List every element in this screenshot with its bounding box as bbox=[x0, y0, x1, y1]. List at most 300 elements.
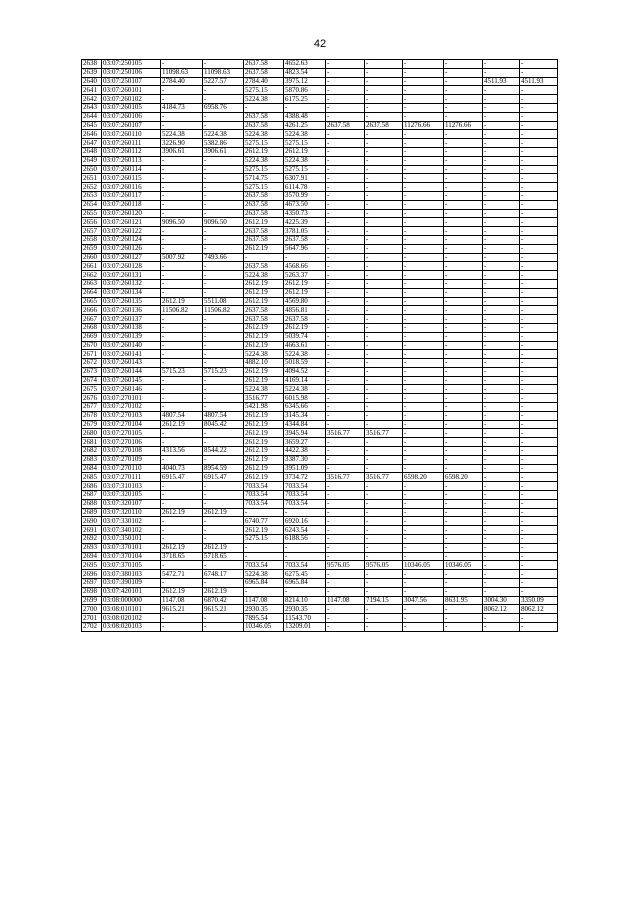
table-cell: - bbox=[444, 103, 483, 112]
table-cell: 2678 bbox=[82, 411, 102, 420]
table-cell: - bbox=[365, 394, 403, 403]
table-cell: 2649 bbox=[82, 156, 102, 165]
table-cell: 2676 bbox=[82, 394, 102, 403]
table-row bbox=[82, 394, 558, 403]
table-cell: 03:07:350101 bbox=[102, 535, 161, 544]
table-cell: - bbox=[161, 517, 203, 526]
table-cell: - bbox=[203, 429, 244, 438]
table-cell: 2784.40 bbox=[161, 77, 203, 86]
table-cell: - bbox=[203, 244, 244, 253]
table-cell: - bbox=[444, 535, 483, 544]
table-cell: - bbox=[326, 482, 365, 491]
table-cell: 7033.54 bbox=[284, 482, 326, 491]
table-cell: - bbox=[520, 526, 558, 535]
table-cell: - bbox=[520, 165, 558, 174]
table-cell: 03:07:260140 bbox=[102, 341, 161, 350]
table-cell: - bbox=[326, 315, 365, 324]
table-cell: - bbox=[326, 411, 365, 420]
data-table bbox=[81, 59, 558, 632]
table-cell: 4511.93 bbox=[483, 77, 520, 86]
table-cell: 4169.14 bbox=[284, 376, 326, 385]
table-cell: 1147.08 bbox=[326, 596, 365, 605]
table-cell: - bbox=[161, 95, 203, 104]
table-cell: - bbox=[365, 579, 403, 588]
table-cell: 03:07:250107 bbox=[102, 77, 161, 86]
table-cell: - bbox=[403, 482, 444, 491]
table-cell: - bbox=[365, 420, 403, 429]
table-cell: 5224.38 bbox=[244, 570, 284, 579]
table-cell: 03:07:260116 bbox=[102, 183, 161, 192]
table-cell: - bbox=[403, 262, 444, 271]
table-cell: - bbox=[483, 464, 520, 473]
table-cell: - bbox=[203, 359, 244, 368]
table-cell: - bbox=[444, 68, 483, 77]
table-cell: - bbox=[444, 420, 483, 429]
table-cell: 2612.19 bbox=[244, 473, 284, 482]
table-cell: 5224.38 bbox=[244, 271, 284, 280]
table-cell: - bbox=[520, 411, 558, 420]
table-cell: 5714.75 bbox=[244, 174, 284, 183]
table-cell: - bbox=[403, 429, 444, 438]
table-cell: 5224.38 bbox=[284, 130, 326, 139]
table-cell: 3975.12 bbox=[284, 77, 326, 86]
table-cell: - bbox=[403, 244, 444, 253]
table-cell: - bbox=[161, 385, 203, 394]
table-cell: - bbox=[483, 86, 520, 95]
table-cell: - bbox=[161, 429, 203, 438]
table-row bbox=[82, 596, 558, 605]
table-cell: 6965.84 bbox=[244, 579, 284, 588]
table-cell: 5275.15 bbox=[244, 165, 284, 174]
table-cell: 7033.54 bbox=[244, 499, 284, 508]
table-cell: - bbox=[326, 253, 365, 262]
table-cell: - bbox=[483, 139, 520, 148]
table-cell: 3350.09 bbox=[520, 596, 558, 605]
table-cell: - bbox=[161, 209, 203, 218]
table-cell: 2687 bbox=[82, 491, 102, 500]
table-cell: 03:07:260110 bbox=[102, 130, 161, 139]
table-cell: - bbox=[161, 359, 203, 368]
table-cell: 9615.21 bbox=[161, 605, 203, 614]
table-cell: - bbox=[284, 253, 326, 262]
table-cell: 2612.19 bbox=[244, 367, 284, 376]
table-cell: - bbox=[326, 218, 365, 227]
table-cell: - bbox=[326, 420, 365, 429]
table-cell: - bbox=[203, 341, 244, 350]
table-cell: 2642 bbox=[82, 95, 102, 104]
table-cell: - bbox=[444, 517, 483, 526]
table-cell: - bbox=[444, 86, 483, 95]
table-cell: - bbox=[483, 262, 520, 271]
table-body bbox=[82, 60, 558, 632]
table-cell: 2612.19 bbox=[284, 288, 326, 297]
table-cell: 2612.19 bbox=[244, 429, 284, 438]
table-cell: - bbox=[326, 614, 365, 623]
table-cell: - bbox=[483, 332, 520, 341]
table-cell: - bbox=[403, 403, 444, 412]
table-cell: - bbox=[403, 288, 444, 297]
table-cell: 3781.05 bbox=[284, 227, 326, 236]
table-cell: 03:07:270111 bbox=[102, 473, 161, 482]
table-cell: - bbox=[365, 526, 403, 535]
table-cell: 03:07:270101 bbox=[102, 394, 161, 403]
table-cell: 03:07:260121 bbox=[102, 218, 161, 227]
table-cell: - bbox=[326, 623, 365, 632]
table-cell: 6920.16 bbox=[284, 517, 326, 526]
table-row bbox=[82, 464, 558, 473]
table-cell: - bbox=[444, 508, 483, 517]
table-cell: - bbox=[520, 438, 558, 447]
table-row bbox=[82, 156, 558, 165]
table-cell: 3659.27 bbox=[284, 438, 326, 447]
table-row bbox=[82, 491, 558, 500]
table-cell: - bbox=[161, 403, 203, 412]
table-cell: 5718.65 bbox=[203, 552, 244, 561]
table-cell: - bbox=[483, 473, 520, 482]
table-cell: - bbox=[403, 535, 444, 544]
table-cell: 7895.54 bbox=[244, 614, 284, 623]
table-cell: - bbox=[403, 420, 444, 429]
table-cell: - bbox=[403, 209, 444, 218]
table-row bbox=[82, 68, 558, 77]
table-cell: - bbox=[403, 367, 444, 376]
table-cell: 03:07:260114 bbox=[102, 165, 161, 174]
table-cell: 03:07:370101 bbox=[102, 543, 161, 552]
table-cell: 03:07:260135 bbox=[102, 297, 161, 306]
table-cell: - bbox=[520, 341, 558, 350]
table-cell: 2656 bbox=[82, 218, 102, 227]
table-cell: - bbox=[326, 332, 365, 341]
table-cell: - bbox=[203, 262, 244, 271]
table-cell: - bbox=[326, 156, 365, 165]
table-cell: - bbox=[203, 323, 244, 332]
table-cell: - bbox=[203, 385, 244, 394]
table-cell: 9096.50 bbox=[161, 218, 203, 227]
table-row bbox=[82, 447, 558, 456]
table-cell: 4422.38 bbox=[284, 447, 326, 456]
table-cell: 03:07:260106 bbox=[102, 112, 161, 121]
table-cell: 2666 bbox=[82, 306, 102, 315]
table-cell: - bbox=[520, 235, 558, 244]
table-cell: 6598.20 bbox=[444, 473, 483, 482]
table-cell: 3945.94 bbox=[284, 429, 326, 438]
table-cell: 03:07:320107 bbox=[102, 499, 161, 508]
table-cell: - bbox=[203, 191, 244, 200]
table-cell: - bbox=[365, 455, 403, 464]
table-cell: - bbox=[483, 376, 520, 385]
table-cell: - bbox=[444, 403, 483, 412]
table-cell: 2612.19 bbox=[203, 587, 244, 596]
table-cell: - bbox=[365, 508, 403, 517]
table-cell: 8062.12 bbox=[520, 605, 558, 614]
table-cell: 5472.71 bbox=[161, 570, 203, 579]
table-cell: - bbox=[403, 139, 444, 148]
table-cell: 2637.58 bbox=[244, 227, 284, 236]
table-cell: 2612.19 bbox=[244, 297, 284, 306]
table-cell: - bbox=[444, 376, 483, 385]
table-cell: 6275.45 bbox=[284, 570, 326, 579]
table-cell: 2688 bbox=[82, 499, 102, 508]
table-cell: 03:07:260131 bbox=[102, 271, 161, 280]
table-cell: - bbox=[520, 464, 558, 473]
table-cell: - bbox=[403, 517, 444, 526]
table-cell: 03:07:260138 bbox=[102, 323, 161, 332]
table-cell: 2640 bbox=[82, 77, 102, 86]
table-cell: - bbox=[203, 526, 244, 535]
table-row bbox=[82, 605, 558, 614]
table-cell: - bbox=[520, 385, 558, 394]
table-cell: 03:07:340102 bbox=[102, 526, 161, 535]
table-cell: 6915.47 bbox=[161, 473, 203, 482]
table-cell: - bbox=[444, 227, 483, 236]
table-cell: - bbox=[326, 491, 365, 500]
table-cell: - bbox=[483, 103, 520, 112]
table-cell: 5224.38 bbox=[244, 156, 284, 165]
table-cell: - bbox=[520, 367, 558, 376]
table-cell: - bbox=[365, 147, 403, 156]
table-cell: - bbox=[326, 200, 365, 209]
table-cell: - bbox=[483, 499, 520, 508]
table-cell: - bbox=[483, 165, 520, 174]
table-cell: - bbox=[444, 200, 483, 209]
table-cell: - bbox=[161, 438, 203, 447]
table-cell: 8214.10 bbox=[284, 596, 326, 605]
table-cell: 2612.19 bbox=[244, 464, 284, 473]
table-cell: - bbox=[444, 526, 483, 535]
table-cell: - bbox=[483, 367, 520, 376]
table-cell: 5224.38 bbox=[161, 130, 203, 139]
table-cell: 3906.61 bbox=[161, 147, 203, 156]
table-cell: - bbox=[520, 147, 558, 156]
table-cell: - bbox=[444, 579, 483, 588]
table-cell: - bbox=[483, 227, 520, 236]
table-cell: 5224.38 bbox=[284, 350, 326, 359]
table-cell: - bbox=[365, 200, 403, 209]
table-cell: 8045.42 bbox=[203, 420, 244, 429]
table-cell: - bbox=[161, 112, 203, 121]
table-cell: 11506.82 bbox=[161, 306, 203, 315]
table-cell: - bbox=[483, 535, 520, 544]
table-cell: 9615.21 bbox=[203, 605, 244, 614]
table-row bbox=[82, 86, 558, 95]
table-cell: 4856.81 bbox=[284, 306, 326, 315]
table-cell: 03:07:260141 bbox=[102, 350, 161, 359]
table-cell: - bbox=[403, 455, 444, 464]
table-cell: 2693 bbox=[82, 543, 102, 552]
table-cell: - bbox=[284, 552, 326, 561]
table-cell: 6598.20 bbox=[403, 473, 444, 482]
table-cell: - bbox=[403, 570, 444, 579]
table-cell: - bbox=[403, 174, 444, 183]
table-cell: 2930.35 bbox=[244, 605, 284, 614]
table-cell: - bbox=[365, 68, 403, 77]
table-cell: - bbox=[365, 447, 403, 456]
table-cell: 5715.23 bbox=[203, 367, 244, 376]
table-cell: - bbox=[161, 165, 203, 174]
table-cell: 03:07:270102 bbox=[102, 403, 161, 412]
table-cell: 2612.19 bbox=[284, 147, 326, 156]
table-cell: 2699 bbox=[82, 596, 102, 605]
table-cell: 2662 bbox=[82, 271, 102, 280]
table-cell: 11276.66 bbox=[444, 121, 483, 130]
table-cell: 2612.19 bbox=[244, 332, 284, 341]
table-cell: - bbox=[203, 86, 244, 95]
table-cell: 2689 bbox=[82, 508, 102, 517]
table-cell: - bbox=[444, 218, 483, 227]
table-cell: - bbox=[365, 103, 403, 112]
table-cell: - bbox=[444, 350, 483, 359]
table-row bbox=[82, 535, 558, 544]
table-cell: - bbox=[326, 323, 365, 332]
table-cell: - bbox=[483, 438, 520, 447]
table-cell: 2637.58 bbox=[365, 121, 403, 130]
table-cell: - bbox=[483, 315, 520, 324]
table-cell: - bbox=[520, 279, 558, 288]
table-cell: 4652.63 bbox=[284, 60, 326, 69]
table-cell: 2701 bbox=[82, 614, 102, 623]
table-row bbox=[82, 288, 558, 297]
table-cell: 2637.58 bbox=[244, 121, 284, 130]
table-cell: - bbox=[520, 156, 558, 165]
table-cell: 03:07:390109 bbox=[102, 579, 161, 588]
table-cell: 5263.37 bbox=[284, 271, 326, 280]
table-cell: 10346.05 bbox=[403, 561, 444, 570]
table-cell: 03:07:260107 bbox=[102, 121, 161, 130]
table-cell: - bbox=[326, 579, 365, 588]
table-cell: 2612.19 bbox=[244, 420, 284, 429]
table-cell: - bbox=[365, 209, 403, 218]
table-cell: 6015.98 bbox=[284, 394, 326, 403]
table-cell: - bbox=[483, 508, 520, 517]
table-cell: 2672 bbox=[82, 359, 102, 368]
table-row bbox=[82, 332, 558, 341]
table-cell: 4673.50 bbox=[284, 200, 326, 209]
table-row bbox=[82, 341, 558, 350]
table-cell: 2685 bbox=[82, 473, 102, 482]
table-cell: - bbox=[403, 218, 444, 227]
table-cell: 2612.19 bbox=[244, 455, 284, 464]
table-cell: 03:07:270104 bbox=[102, 420, 161, 429]
table-cell: 5275.15 bbox=[284, 165, 326, 174]
table-cell: 2930.35 bbox=[284, 605, 326, 614]
table-cell: 03:08:010101 bbox=[102, 605, 161, 614]
table-cell: 03:07:330102 bbox=[102, 517, 161, 526]
table-cell: 03:07:260113 bbox=[102, 156, 161, 165]
table-cell: - bbox=[444, 139, 483, 148]
table-cell: - bbox=[520, 614, 558, 623]
table-cell: 2681 bbox=[82, 438, 102, 447]
table-cell: - bbox=[203, 315, 244, 324]
table-cell: - bbox=[520, 200, 558, 209]
table-cell: - bbox=[326, 139, 365, 148]
table-cell: - bbox=[520, 271, 558, 280]
table-cell: - bbox=[483, 385, 520, 394]
table-cell: - bbox=[326, 394, 365, 403]
table-cell: - bbox=[365, 112, 403, 121]
table-cell: - bbox=[520, 403, 558, 412]
table-cell: 2683 bbox=[82, 455, 102, 464]
table-row bbox=[82, 482, 558, 491]
table-cell: - bbox=[203, 499, 244, 508]
table-cell: 2612.19 bbox=[244, 323, 284, 332]
table-cell: 03:07:270109 bbox=[102, 455, 161, 464]
table-cell: 5224.38 bbox=[244, 385, 284, 394]
table-cell: - bbox=[326, 209, 365, 218]
table-cell: - bbox=[444, 587, 483, 596]
table-cell: 2679 bbox=[82, 420, 102, 429]
table-cell: - bbox=[403, 376, 444, 385]
table-cell: - bbox=[520, 174, 558, 183]
table-cell: 2612.19 bbox=[284, 323, 326, 332]
table-cell: 5039.74 bbox=[284, 332, 326, 341]
table-cell: - bbox=[161, 491, 203, 500]
table-cell: - bbox=[203, 332, 244, 341]
table-cell: 2612.19 bbox=[244, 411, 284, 420]
table-cell: - bbox=[520, 499, 558, 508]
table-cell: - bbox=[483, 587, 520, 596]
table-cell: 2646 bbox=[82, 130, 102, 139]
table-cell: - bbox=[365, 130, 403, 139]
table-cell: - bbox=[326, 438, 365, 447]
table-cell: - bbox=[284, 587, 326, 596]
table-cell: 5224.38 bbox=[244, 350, 284, 359]
table-cell: 3718.65 bbox=[161, 552, 203, 561]
table-cell: - bbox=[161, 121, 203, 130]
table-row bbox=[82, 614, 558, 623]
table-cell: 2675 bbox=[82, 385, 102, 394]
table-cell: - bbox=[403, 341, 444, 350]
table-cell: 03:07:260126 bbox=[102, 244, 161, 253]
table-cell: 3145.34 bbox=[284, 411, 326, 420]
table-cell: - bbox=[365, 587, 403, 596]
table-cell: 03:07:260102 bbox=[102, 95, 161, 104]
table-cell: 2612.19 bbox=[161, 543, 203, 552]
table-cell: 7033.54 bbox=[244, 491, 284, 500]
table-cell: 3906.61 bbox=[203, 147, 244, 156]
table-row bbox=[82, 174, 558, 183]
table-row bbox=[82, 279, 558, 288]
table-cell: - bbox=[365, 279, 403, 288]
table-cell: 6958.76 bbox=[203, 103, 244, 112]
table-cell: - bbox=[483, 570, 520, 579]
table-cell: - bbox=[365, 77, 403, 86]
table-cell: - bbox=[365, 156, 403, 165]
table-cell: 4388.48 bbox=[284, 112, 326, 121]
table-cell: - bbox=[365, 359, 403, 368]
table-cell: - bbox=[444, 306, 483, 315]
table-cell: - bbox=[403, 491, 444, 500]
table-cell: 7033.54 bbox=[244, 482, 284, 491]
table-cell: 6915.47 bbox=[203, 473, 244, 482]
table-cell: - bbox=[203, 279, 244, 288]
table-cell: - bbox=[203, 209, 244, 218]
table-cell: 3516.77 bbox=[326, 473, 365, 482]
table-cell: 2663 bbox=[82, 279, 102, 288]
table-cell: - bbox=[444, 253, 483, 262]
table-cell: - bbox=[365, 385, 403, 394]
table-cell: 03:07:270108 bbox=[102, 447, 161, 456]
table-cell: - bbox=[483, 95, 520, 104]
table-cell: 3387.30 bbox=[284, 455, 326, 464]
table-cell: - bbox=[444, 279, 483, 288]
table-cell: - bbox=[403, 623, 444, 632]
table-cell: - bbox=[203, 579, 244, 588]
table-cell: 2700 bbox=[82, 605, 102, 614]
table-cell: - bbox=[326, 262, 365, 271]
table-cell: 03:07:370104 bbox=[102, 552, 161, 561]
table-cell: - bbox=[444, 385, 483, 394]
table-cell: 03:07:420101 bbox=[102, 587, 161, 596]
